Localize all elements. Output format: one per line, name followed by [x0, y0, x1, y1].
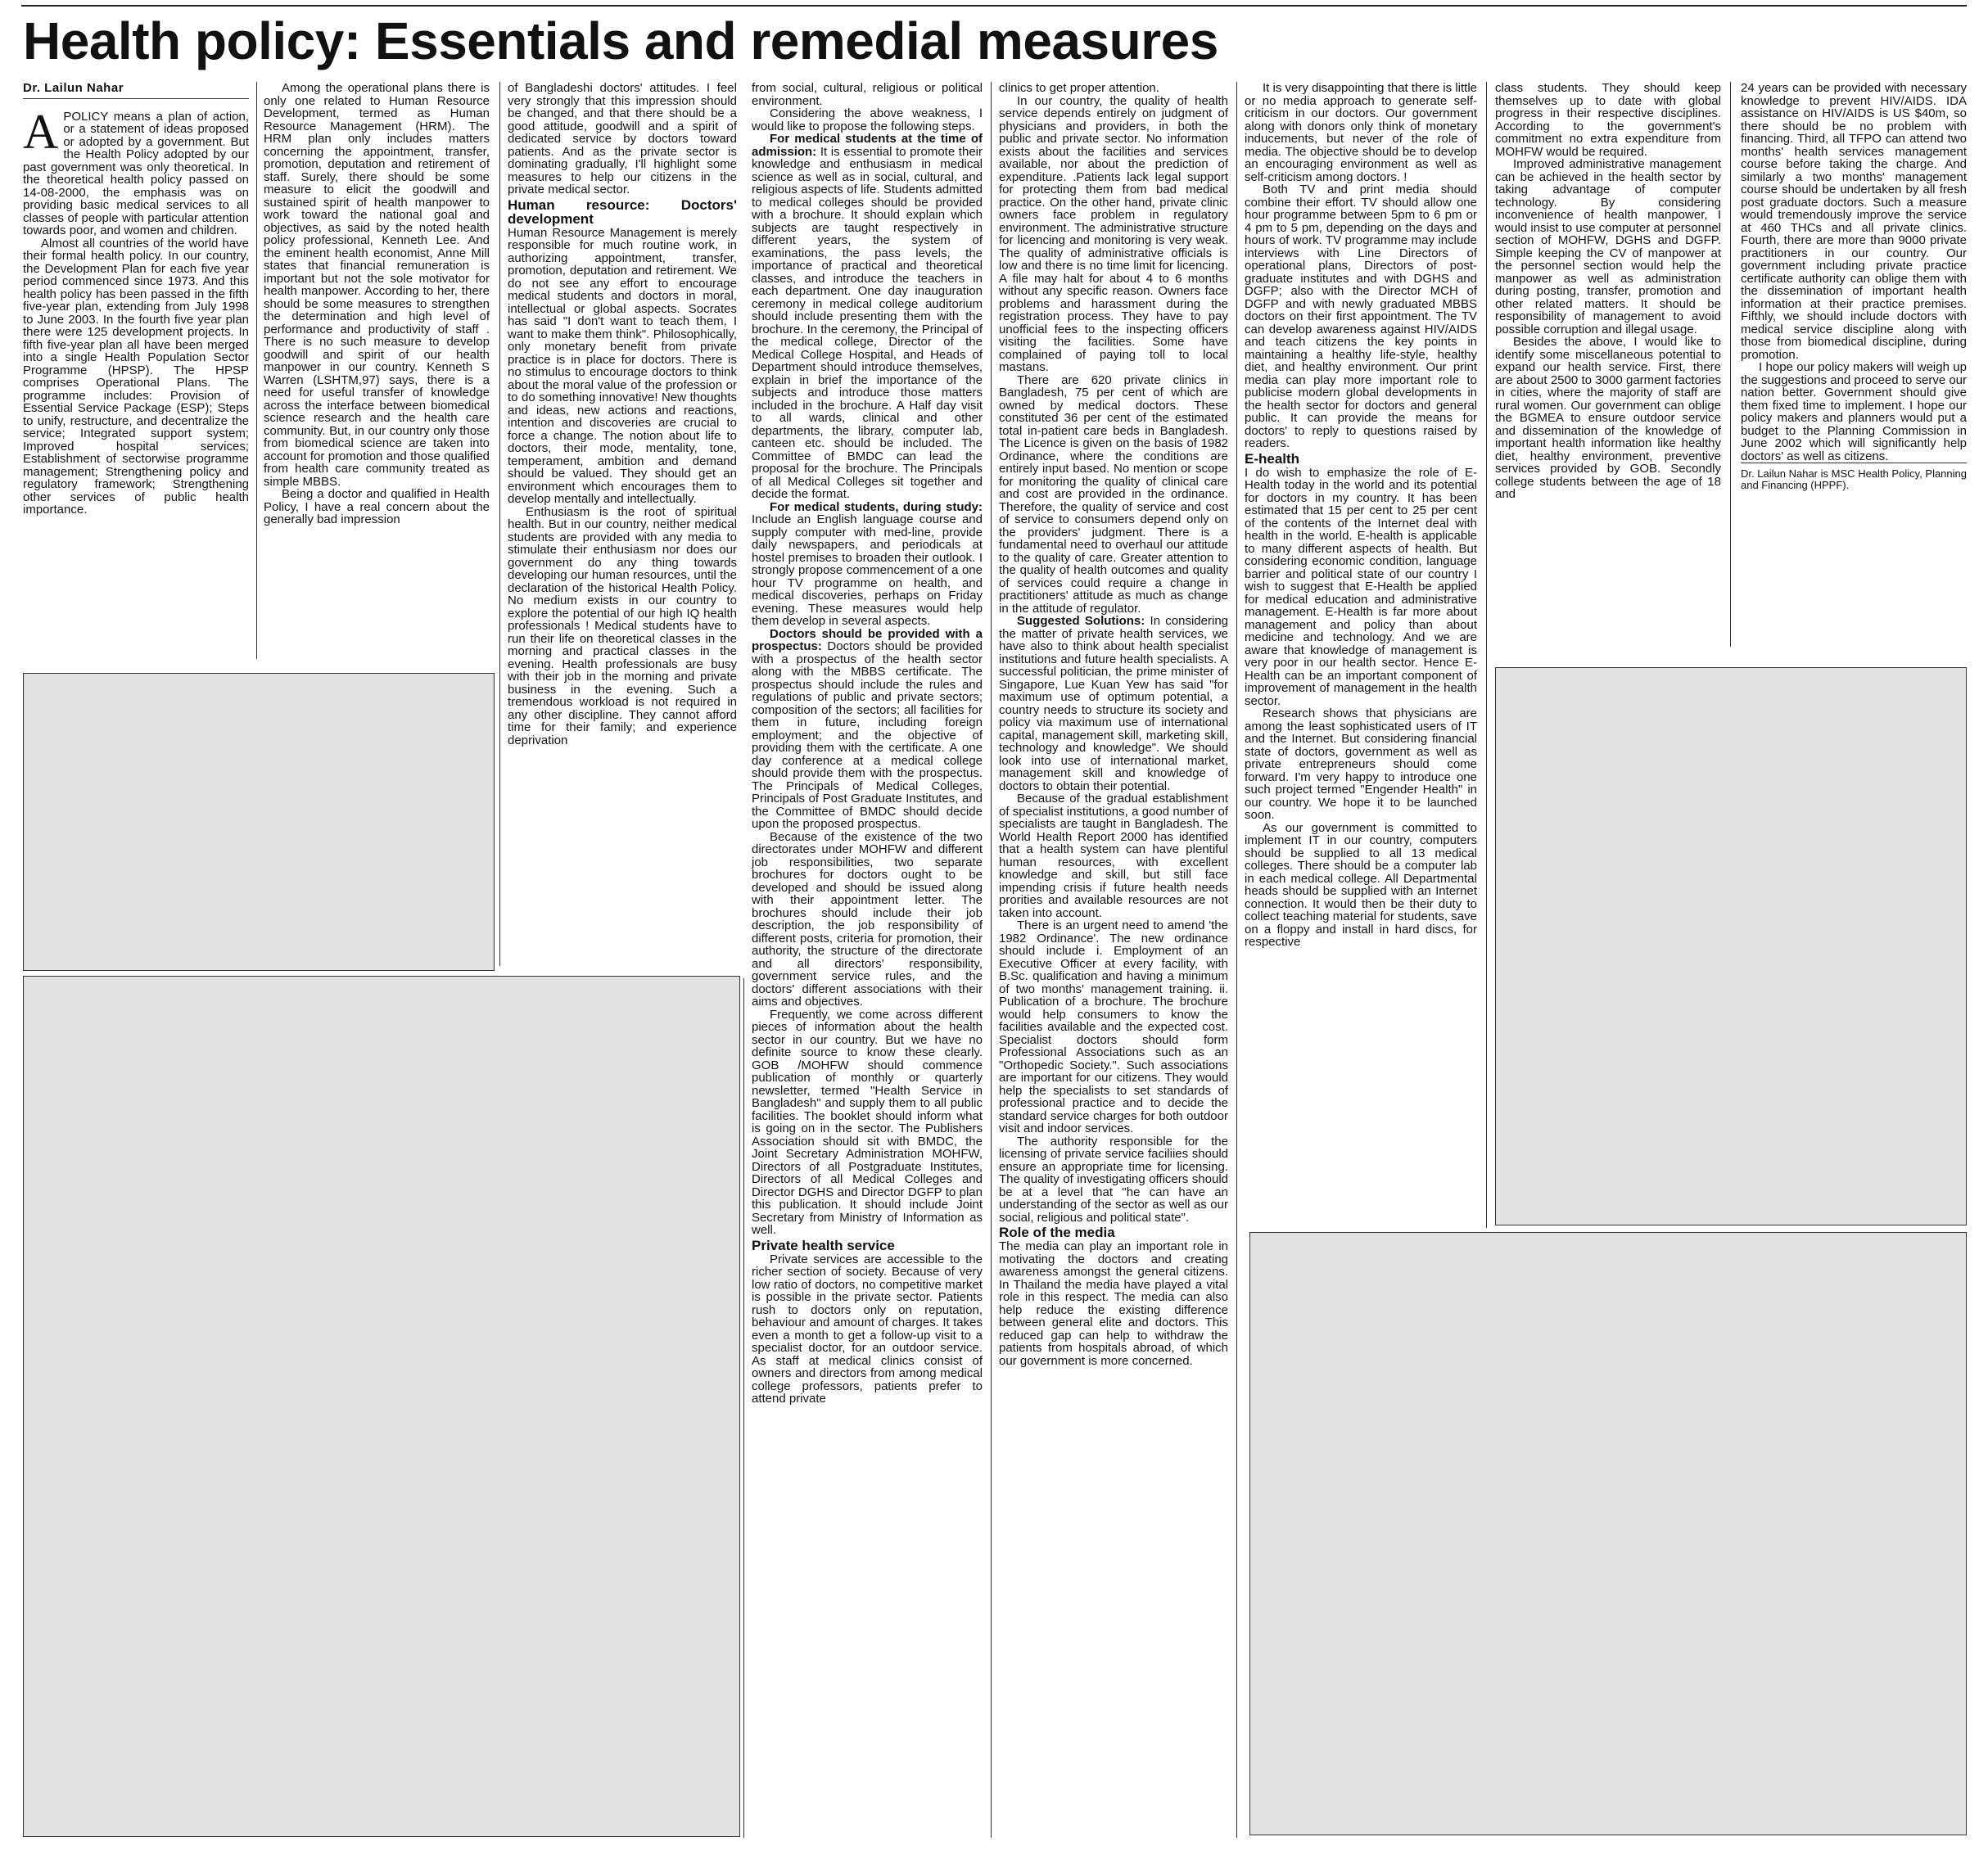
paragraph: Being a doctor and qualified in Health Policy, I have a real concern about the generally bad impression: [264, 487, 490, 526]
paragraph: Almost all countries of the world have their formal health policy. In our country, the Development Plan for each five year period commenced since 1973. And this health policy has been passed in the fifth five-year plan, extending from July 1998 to June 2003. In the fourth five year plan there were 125 development projects. In fifth five-year plan all have been merged into a single Health Population Sector Programme (HPSP). The HPSP comprises Operational Plans. The programme includes: Provision of Essential Service Package (ESP); Steps to unify, restructure, and decentralize the service; Integrated support system; Improved hospital services; Establishment of sectorwise programme management; Strengthening policy and regulatory framework; Strengthening other services of public health importance.: [23, 236, 249, 517]
paragraph: Improved administrative management can be achieved in the health sector by taking advantage of computer technology. By considering inconvenience of health manpower, I would insist to use computer at personnel section of MOHFW, DGHS and DGFP. Simple keeping the CV of manpower at the personnel section would help the manpower as well as administration during posting, transfer, promotion and other related matters. It should be responsibility of management to avoid possible corruption and illegal usage.: [1495, 157, 1721, 336]
paragraph: For medical students at the time of admission: It is essential to promote their knowledge and enthusiasm in medical science as well as in social, cultural, and religious aspects of life. Students admitted to medical colleges should be provided with a brochure. It should explain which subjects are taught respectively in different years, the system of examinations, the pass levels, the importance of practical and theoretical classes, and introduce the teachers in each department. One day inauguration ceremony in medical college auditorium should include presenting them with the brochure. In the ceremony, the Principal of the medical college, Director of the Medical College Hospital, and Heads of Department should introduce themselves, explain in brief the importance of the subjects and introduce those matters included in the brochure. A Half day visit to all wards, clinical and other departments, the library, computer lab, canteen etc. should be included. The Committee of BMDC can lead the proposal for the brochure. The Principals of all Medical Colleges sit together and decide the format.: [752, 132, 983, 501]
placeholder-box: [23, 976, 740, 1837]
lead-prospectus: Doctors should be provided with a prospectus:: [752, 626, 983, 653]
subhead-private-health: Private health service: [752, 1237, 895, 1253]
column-rule: [991, 82, 992, 1838]
column-4: [752, 82, 983, 1834]
column-rule: [1236, 82, 1237, 1838]
paragraph: For medical students, during study: Include an English language course and supply computer with med-line, provide daily newspapers, and periodicals at hostel premises to broaden their outlook. I strongly propose commencement of a one hour TV programme on health, and medical discoveries, perhaps on Friday evening. These measures would help them develop in several aspects.: [752, 499, 983, 628]
paragraph: There is an urgent need to amend 'the 1982 Ordinance'. The new ordinance should include i. Employment of an Executive Officer at every facility, with B.Sc. qualification and having a minimum of two months' management training. ii. Publication of a brochure. The brochure would help consumers to know the facilities available and the expected cost. Specialist doctors should form Professional Associations such as an "Orthopedic Society.". Such associations are important for our citizens. They would help the specialists to set standards of professional practice and to decide the standard service charges for both outdoor visit and indoor services.: [999, 918, 1228, 1135]
paragraph: The authority responsible for the licensing of private service faciliies should ensure an appropriate time for licensing. The quality of investigating officers should be at a level that "he can have an understanding of the sector as well as our social, religious and political state".: [999, 1134, 1228, 1225]
column-rule: [1730, 82, 1731, 647]
column-rule: [499, 82, 500, 966]
column-1: [23, 82, 249, 667]
paragraph: clinics to get proper attention.: [999, 82, 1159, 95]
paragraph: I hope our policy makers will weigh up the suggestions and proceed to serve our nation better. Government should give them fixed time to implement. I hope our policy makers and planners would put a budget to the Planning Commission in June 2002 which will significantly help doctors' as well as citizens.: [1741, 360, 1967, 463]
paragraph: Suggested Solutions: In considering the matter of private health services, we have also to think about health specialist institutions and future health specialists. A successful politician, the prime minister of Singapore, Lue Kuan Yew has said "for maximum use of optimum potential, a country needs to structure its society and policy via maximum use of international capital, management skill, marketing skill, technology and knowledge". We should look into use of international market, management skill and knowledge of doctors to obtain their potential.: [999, 614, 1228, 793]
paragraph: Doctors should be provided with a prospectus: Doctors should be provided with a prospectus of the health sector along with the MBBS certificate. The prospectus should include the rules and regulations of public and private sectors; composition of the sectors; all facilities for them in future, including foreign employment; and the objective of providing them with the certificate. A one day conference at a medical college should provide them with the prospectus. The Principals of Medical Colleges, Principals of Post Graduate Institutes, and the Committee of BMDC should decide upon the proposed prospectus.: [752, 626, 983, 831]
subhead-human-resource: Human resource: Doctors' development: [508, 196, 737, 227]
paragraph: The media can play an important role in motivating the doctors and creating awareness amongst the general citizens. In Thailand the media have played a vital role in this respect. The media can also help reduce the existing difference between general elite and doctors. This reduced gap can help to withdraw the patients from hospitals abroad, of which our government is more concerned.: [999, 1239, 1228, 1368]
placeholder-box: [1495, 667, 1967, 1225]
paragraph: It is very disappointing that there is little or no media approach to generate self-criticism in our doctors. Our government along with donors only think of monetary inducements, but never of the role of media. The objective should be to develop an encouraging environment as well as self-criticism among doctors. !: [1245, 82, 1477, 184]
paragraph: class students. They should keep themselves up to date with global progress in their respective disciplines. According to the government's commitment no extra expenditure from MOHFW would be required.: [1495, 82, 1721, 159]
column-rule: [1486, 82, 1487, 1228]
paragraph: Both TV and print media should combine their effort. TV should allow one hour programme between 5pm to 6 pm or 4 pm to 5 pm, depending on the days and hours of work. TV programme may include interviews with Line Directors of operational plans, Directors of post-graduate institutes and with DGHS and DGFP; also with the Director MCH of DGFP and with newly graduated MBBS doctors on their first appointment. The TV can develop awareness against HIV/AIDS and teach citizens the key points in maintaining a healthy life-style, healthy diet, and healthy environment. Our print media can play more important role to publicise modern global developments in the health sector for doctors and general public. It can provide the means for doctors' to reply to questions raised by readers.: [1245, 183, 1477, 450]
paragraph: Besides the above, I would like to identify some miscellaneous potential to expand our health service. First, there are about 2500 to 3000 garment factories in cities, where the majority of staff are rural women. Our government can oblige the BGMEA to ensure outdoor service and dissemination of the knowledge of important health information like healthy diet, healthy environment, preventive services provided by GOB. Secondly college students between the age of 18 and: [1495, 335, 1721, 501]
column-5: [999, 82, 1228, 1834]
byline: Dr. Lailun Nahar: [23, 82, 249, 99]
paragraph: Considering the above weakness, I would like to propose the following steps.: [752, 106, 983, 133]
paragraph: of Bangladeshi doctors' attitudes. I feel very strongly that this impression should be changed, and that there should be a good attitude, goodwill and a spirit of dedicated service by doctors toward patients. And as the private sector is dominating gradually, I'll highlight some measures to help our citizens in the private medical sector.: [508, 82, 737, 196]
paragraph: Enthusiasm is the root of spiritual health. But in our country, neither medical students are provided with any media to stimulate their enthusiasm nor does our government do any thing towards developing our human resources, until the declaration of the historical Health Policy. No medium exists in our country to explore the potential of our high IQ health professionals ! Medical students have to run their life on theoretical classes in the morning and practical classes in the evening. Health professionals are busy with their job in the morning and private business in the evening. Such a tremendous workload is not required in any other discipline. They cannot afford time for their family; and experience deprivation: [508, 504, 737, 747]
column-6: [1245, 82, 1477, 1224]
subhead-media: Role of the media: [999, 1225, 1115, 1240]
column-rule: [743, 978, 744, 1838]
top-rule: [21, 5, 1967, 7]
paragraph: Research shows that physicians are among the least sophisticated users of IT and the Internet. But considering financial state of doctors, government as well as private entrepreneurs should come forward. I'm very happy to introduce one such project termed "Engender Health" in our country. We hope it to be launched soon.: [1245, 706, 1477, 822]
subhead-ehealth: E-health: [1245, 450, 1300, 467]
placeholder-box: [1249, 1232, 1967, 1835]
paragraph: Because of the gradual establishment of specialist institutions, a good number of specialists are taught in Bangladesh. The World Health Report 2000 has identified that a health system can have plentiful human resources, with excellent knowledge and skill, but still face impending crisis if future health needs prorities and available resources are not taken into account.: [999, 792, 1228, 920]
headline: Health policy: Essentials and remedial measures: [23, 11, 1218, 70]
lead-solutions: Suggested Solutions:: [1017, 614, 1145, 628]
paragraph: I do wish to emphasize the role of E-Health today in the world and its potential for doctors in my country. It has been estimated that 15 per cent to 25 per cent of the contents of the Internet deal with health in the world. E-health is applicable to many different aspects of health. But considering economic condition, language barrier and political state of our country I wish to suggest that E-Health be applied for medical education and administrative management. E-Health is far more about management and policy than about medicine and technology. And we are aware that knowledge of management is very poor in our health sector. Hence E-Health can be an important component of improvement of management in the health sector.: [1245, 465, 1477, 708]
drop-cap: A: [23, 104, 59, 159]
paragraph: Because of the existence of the two directorates under MOHFW and different job responsibilities, two separate brochures for doctors ought to be developed and should be issued along with their appointment letter. The brochures should include their job description, the job responsibility of different posts, criteria for promotion, their authority, the structure of the directorate and all directors' responsibility, government service rules, and the doctors' different associations with their aims and objectives.: [752, 829, 983, 1009]
column-rule: [256, 82, 257, 659]
paragraph: Among the operational plans there is only one related to Human Resource Development, termed as Human Resource Management (HRM). The HRM plan only includes matters concerning the appointment, transfer, promotion, deputation and retirement of staff. Surely, there should be some measure to elicit the goodwill and sustained spirit of health manpower to work toward the national goal and objectives, as said by the noted health policy professional, Kenneth Lee. And the eminent health economist, Anne Mill states that financial remuneration is important but not the sole motivator for health manpower. According to her, there should be some measures to strengthen the determination and high level of performance and productivity of staff . There is no such measure to develop goodwill and spirit of our health manpower in our country. Kenneth S Warren (LSHTM,97) says, there is a need for useful transfer of knowledge across the interface between biomedical science research and the health care community. But, in our country only those from biomedical science are taken into account for promotion and those qualified from health care community treated as simple MBBS.: [264, 82, 490, 489]
paragraph: Human Resource Management is merely responsible for much routine work, in authorizing appointment, transfer, promotion, deputation and retirement. We do not see any effort to encourage medical students and doctors in moral, intellectual or global aspects. Socrates has said "I don't want to teach them, I want to make them think". Philosophically, only monetary benefit from private practice is in place for doctors. There is no stimulus to encourage doctors to think about the moral value of the profession or to do something innovative! New thoughts and ideas, new actions and reactions, intention and discoveries are crucial to force a change. The notion about life to doctors, their mode, mentality, tone, temperament, ambition and demand should be valued. They should get an environment which encourages them to develop mentally and intellectually.: [508, 225, 737, 506]
paragraph: There are 620 private clinics in Bangladesh, 75 per cent of which are owned by medical doctors. These constituted 36 per cent of the estimated total in-patient care beds in Bangladesh. The Licence is given on the basis of 1982 Ordinance, where the conditions are entirely input based. No mention or scope for monitoring the quality of clinical care and cost are provided in the ordinance. Therefore, the quality of service and cost of service to consumers depend only on the providers' judgment. There is a fundamental need to overhaul our attitude to the quality of care. Greater attention to the quality of health outcomes and quality of services could require a change in practitioners' attitude as much as change in the attitude of regulator.: [999, 372, 1228, 616]
column-7: [1495, 82, 1721, 663]
column-2: [264, 82, 490, 663]
lead-admission: For medical students at the time of admission:: [752, 132, 983, 159]
column-3: [508, 82, 737, 968]
paragraph: 24 years can be provided with necessary knowledge to prevent HIV/AIDS. IDA assistance on HIV/AIDS is US $40m, so there should be no problem with financing. Third, all TFPO can attend two months' health services management course before taking the charge. And similarly a two months' management course should be undertaken by all fresh post graduate doctors. Such a measure would tremendously improve the service at 460 THCs and all private clinics. Fourth, there are more than 9000 private practitioners in our country. Our government including private practice certificate authority can oblige them with the dissemination of important health information at their practice premises. Fifthly, we should include doctors with medical service discipline along with those from biomedical discipline, during promotion.: [1741, 82, 1967, 362]
paragraph: from social, cultural, religious or political environment.: [752, 82, 983, 108]
author-bio: Dr. Lailun Nahar is MSC Health Policy, Planning and Financing (HPPF).: [1741, 463, 1967, 491]
column-8: [1741, 82, 1967, 655]
paragraph: As our government is committed to implement IT in our country, computers should be supplied to all 13 medical colleges. There should be a computer lab in each medical college. All Departmental heads should be supplied with an Internet connection. It would then be their duty to collect teaching material for students, save on a floppy and install in hard discs, for respective: [1245, 820, 1477, 949]
placeholder-box: [23, 673, 495, 971]
paragraph: In our country, the quality of health service depends entirely on judgment of physicians and providers, in both the public and private sector. No information exists about the facilities and services available, nor about the prediction of expenditure. .Patients lack legal support for protecting them from bad medical practice. On the other hand, private clinic owners face problem in regulatory environment. The administrative structure for licencing and monitoring is very weak. The quality of administrative officials is low and there is no time limit for licencing. A file may halt for about 4 to 6 months without any specific reason. Owners face problems and harassment during the registration process. They have to pay unofficial fees to the inspecting officers visiting the facilities. Some have complained of paying toll to local mastans.: [999, 93, 1228, 374]
paragraph: POLICY means a plan of action, or a statement of ideas proposed or adopted by a government. But the Health Policy adopted by our past government was only theoretical. In the theoretical health policy passed on 14-08-2000, the emphasis was on providing basic medical services to all classes of people with particular attention towards poor, and women and children.: [23, 109, 249, 237]
paragraph: Private services are accessible to the richer section of society. Because of very low ratio of doctors, no competitive market is possible in the private sector. Patients rush to doctors only on reputation, behaviour and amount of charges. It takes even a month to get a follow-up visit to a specialist doctor, for an outdoor service. As staff at medical clinics consist of owners and directors from among medical college professors, patients prefer to attend private: [752, 1252, 983, 1406]
lead-study: For medical students, during study:: [770, 499, 983, 514]
paragraph: Frequently, we come across different pieces of information about the health sector in our country. But we have no definite source to know these clearly. GOB /MOHFW should commence publication of monthly or quarterly newsletter, termed "Health Service in Bangladesh" and supply them to all public facilities. The booklet should inform what is going on in the sector. The Publishers Association should sit with BMDC, the Joint Secretary Administration MOHFW, Directors of all Postgraduate Institutes, Directors of all Medical Colleges and Director DGHS and Director DGFP to plan this publication. It should include Joint Secretary from Ministry of Information as well.: [752, 1007, 983, 1237]
